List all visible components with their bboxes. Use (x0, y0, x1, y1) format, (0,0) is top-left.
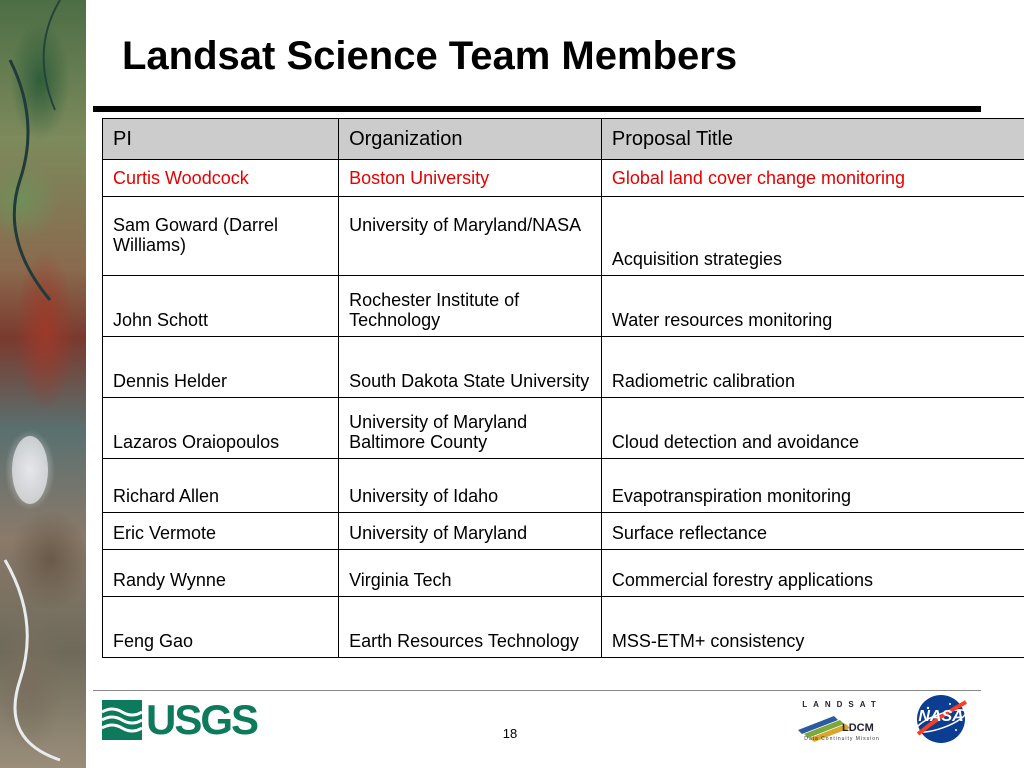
header-pi: PI (103, 119, 339, 160)
cell-pi: Curtis Woodcock (103, 160, 339, 197)
table-row (103, 597, 1024, 658)
table-row (103, 398, 1024, 459)
nasa-wordmark: NASA (918, 708, 964, 725)
table-row (103, 513, 1024, 550)
cell-organization: University of Maryland Baltimore County (339, 398, 602, 459)
science-team-table (102, 118, 1024, 658)
header-proposal-title: Proposal Title (601, 119, 1024, 160)
table-row (103, 459, 1024, 513)
table-row (103, 337, 1024, 398)
cell-pi: Sam Goward (Darrel Williams) (103, 197, 339, 276)
cell-proposal-title: Commercial forestry applications (601, 550, 1024, 597)
cell-proposal-title: Surface reflectance (601, 513, 1024, 550)
cell-pi: Dennis Helder (103, 337, 339, 398)
cell-organization: University of Maryland (339, 513, 602, 550)
cell-pi: Eric Vermote (103, 513, 339, 550)
cell-proposal-title: Water resources monitoring (601, 276, 1024, 337)
usgs-logo (102, 696, 258, 743)
table-row (103, 160, 1024, 197)
nasa-logo (912, 694, 970, 744)
slide-title: Landsat Science Team Members (122, 34, 738, 78)
cell-proposal-title: Cloud detection and avoidance (601, 398, 1024, 459)
landsat-ldcm-logo (794, 700, 890, 744)
cell-pi: John Schott (103, 276, 339, 337)
page-number: 18 (502, 726, 518, 741)
cell-organization: Earth Resources Technology (339, 597, 602, 658)
table-row (103, 197, 1024, 276)
cell-proposal-title: Radiometric calibration (601, 337, 1024, 398)
satellite-imagery-strip (0, 0, 86, 768)
cell-proposal-title: MSS-ETM+ consistency (601, 597, 1024, 658)
cell-organization: Rochester Institute of Technology (339, 276, 602, 337)
title-divider (93, 106, 981, 112)
cell-proposal-title: Evapotranspiration monitoring (601, 459, 1024, 513)
ldcm-mark: LDCM (842, 722, 874, 734)
cell-organization: University of Maryland/NASA (339, 197, 602, 276)
table-header-row (103, 119, 1024, 160)
usgs-wordmark: USGS (146, 696, 258, 743)
imagery-rivers (0, 0, 86, 768)
ldcm-caption: Data Continuity Mission (804, 736, 880, 742)
header-organization: Organization (339, 119, 602, 160)
cell-pi: Richard Allen (103, 459, 339, 513)
cell-organization: South Dakota State University (339, 337, 602, 398)
cell-pi: Feng Gao (103, 597, 339, 658)
cell-pi: Lazaros Oraiopoulos (103, 398, 339, 459)
cell-organization: University of Idaho (339, 459, 602, 513)
cell-organization: Boston University (339, 160, 602, 197)
table-row (103, 276, 1024, 337)
cell-organization: Virginia Tech (339, 550, 602, 597)
table-row (103, 550, 1024, 597)
cell-pi: Randy Wynne (103, 550, 339, 597)
footer-divider (93, 690, 981, 691)
cell-proposal-title: Acquisition strategies (601, 197, 1024, 276)
usgs-wave-icon (102, 700, 142, 740)
cell-proposal-title: Global land cover change monitoring (601, 160, 1024, 197)
landsat-wordmark: LANDSAT (802, 700, 882, 709)
